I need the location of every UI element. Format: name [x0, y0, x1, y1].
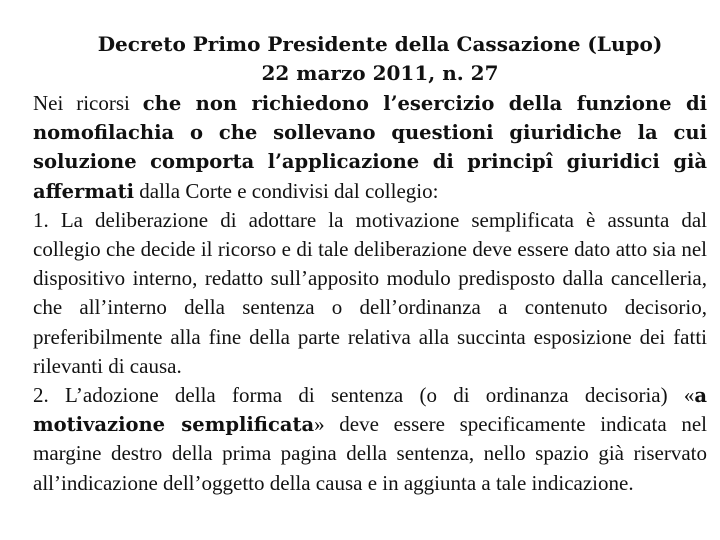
item-2-paragraph: [33, 381, 707, 498]
item-1-paragraph: 1. La deliberazione di adottare la motivazione semplificata è assunta dal collegio che decide il ricorso e di tale deliberazione deve essere dato atto sia nel dispositivo interno, redatto sull’apposito modulo predisposto dalla cancelleria, che all’interno della sentenza o dell’ordinanza a contenuto decisorio, preferibilmente alla fine della parte relativa alla succinta esposizione dei fatti rilevanti di causa.: [33, 207, 707, 378]
document-title: [40, 30, 720, 88]
item-2-text-end: » deve essere specificamente indicata nel margine destro della prima pagina della sentenza, nello spazio già riservato all’indicazione dell’oggetto della causa e in aggiunta a tale indicazione.: [33, 412, 707, 495]
intro-bold-text: che non richiedono l’esercizio della funzione di nomofilachia o che sollevano questioni giuridiche la cui soluzione comporta l’applicazione di principî giuridici già affermati: [33, 92, 707, 203]
title-line-2: 22 marzo 2011, n. 27: [261, 61, 499, 85]
item-2-bold-text: a motivazione semplificata: [33, 384, 707, 437]
intro-paragraph: [33, 89, 707, 206]
intro-text-start: Nei ricorsi: [33, 91, 143, 115]
item-2-text-start: 2. L’adozione della forma di sentenza (o di ordinanza decisoria) «: [33, 383, 695, 408]
intro-text-end: dalla Corte e condivisi dal collegio:: [134, 178, 439, 203]
document-body: [33, 89, 707, 498]
title-line-1: Decreto Primo Presidente della Cassazione (Lupo): [97, 32, 663, 56]
